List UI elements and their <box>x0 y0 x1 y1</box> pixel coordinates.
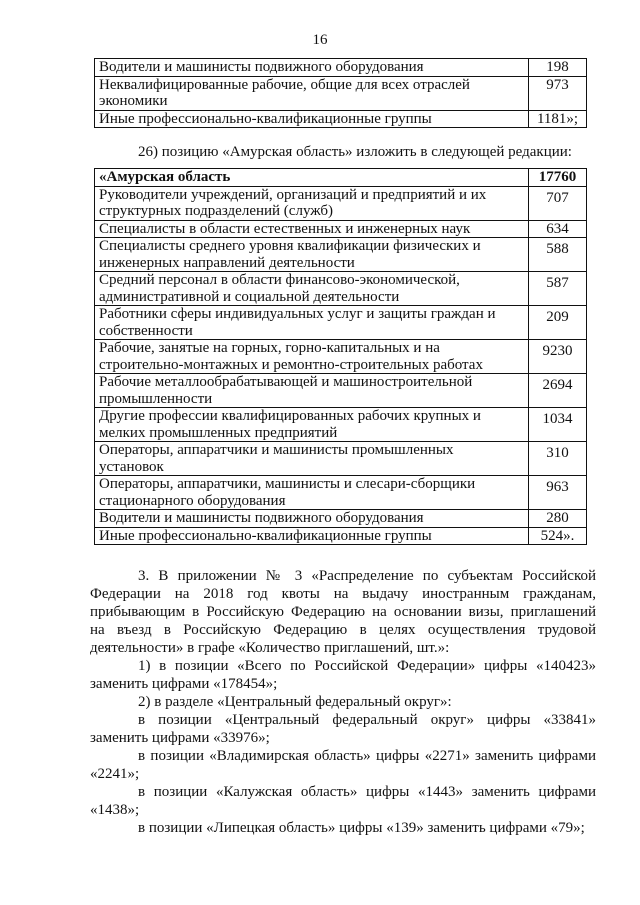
row-name: Водители и машинисты подвижного оборудования <box>95 510 529 528</box>
table-row <box>95 238 587 272</box>
row-value: 9230 <box>529 340 587 374</box>
row-value: 2694 <box>529 374 587 408</box>
table-row <box>95 510 587 528</box>
lipetsk-line: в позиции «Липецкая область» цифры «139» заменить цифрами «79»; <box>138 820 585 836</box>
vladimir-line: «2241»; <box>90 766 140 782</box>
row-value: 588 <box>529 238 587 272</box>
row-name: Неквалифицированные рабочие, общие для всех отраслей экономики <box>95 76 529 110</box>
row-name: Другие профессии квалифицированных рабочих крупных и мелких промышленных предприятий <box>95 408 529 442</box>
row-value: 280 <box>529 510 587 528</box>
row-value: 707 <box>529 186 587 220</box>
row-value: 1181»; <box>529 110 587 128</box>
subitem-2-text: 2) в разделе «Центральный федеральный округ»: <box>138 694 452 710</box>
row-name: Рабочие, занятые на горных, горно-капитальных и на строительно-монтажных и ремонтно-строительных работах <box>95 340 529 374</box>
table-row <box>95 272 587 306</box>
row-name: Иные профессионально-квалификационные группы <box>95 527 529 545</box>
vladimir-line: в позиции «Владимирская область» цифры «2271» заменить цифрами <box>138 748 596 764</box>
row-name: Работники сферы индивидуальных услуг и защиты граждан и собственности <box>95 306 529 340</box>
table-row <box>95 220 587 238</box>
paragraph-3-line: деятельности» в графе «Количество приглашений, шт.»: <box>90 640 450 656</box>
row-value: 1034 <box>529 408 587 442</box>
paragraph-3-line: на въезд в Российскую Федерацию в целях осуществления трудовой <box>90 622 596 638</box>
row-value: 587 <box>529 272 587 306</box>
continued-table <box>94 58 587 128</box>
item-26-text: 26) позицию «Амурская область» изложить в следующей редакции: <box>138 144 572 160</box>
central-district-line: заменить цифрами «33976»; <box>90 730 270 746</box>
row-value: 198 <box>529 59 587 77</box>
row-name: Специалисты среднего уровня квалификации физических и инженерных направлений деятельности <box>95 238 529 272</box>
table-row <box>95 110 587 128</box>
row-value: 973 <box>529 76 587 110</box>
row-name: Средний персонал в области финансово-экономической, административной и социальной деятельности <box>95 272 529 306</box>
page-number: 16 <box>312 32 328 48</box>
table-row <box>95 374 587 408</box>
central-district-line: в позиции «Центральный федеральный округ» цифры «33841» <box>138 712 596 728</box>
row-value: 634 <box>529 220 587 238</box>
table-row <box>95 527 587 545</box>
row-value: 310 <box>529 442 587 476</box>
kaluga-line: в позиции «Калужская область» цифры «1443» заменить цифрами <box>138 784 596 800</box>
paragraph-3-line: Федерации на 2018 год квоты на выдачу иностранным гражданам, <box>90 586 596 602</box>
row-name: Операторы, аппаратчики, машинисты и слесари-сборщики стационарного оборудования <box>95 476 529 510</box>
table-row <box>95 306 587 340</box>
table-row <box>95 186 587 220</box>
row-value: 524». <box>529 527 587 545</box>
row-value: 963 <box>529 476 587 510</box>
table-row <box>95 340 587 374</box>
region-total: 17760 <box>529 169 587 187</box>
paragraph-3-line: 3. В приложении № 3 «Распределение по субъектам Российской <box>138 568 596 584</box>
region-name: «Амурская область <box>95 169 529 187</box>
amur-region-table <box>94 168 587 545</box>
row-name: Рабочие металлообрабатывающей и машиностроительной промышленности <box>95 374 529 408</box>
table-row <box>95 442 587 476</box>
row-name: Иные профессионально-квалификационные группы <box>95 110 529 128</box>
row-name: Специалисты в области естественных и инженерных наук <box>95 220 529 238</box>
subitem-1-line: заменить цифрами «178454»; <box>90 676 278 692</box>
table-row <box>95 408 587 442</box>
row-name: Операторы, аппаратчики и машинисты промышленных установок <box>95 442 529 476</box>
row-name: Водители и машинисты подвижного оборудования <box>95 59 529 77</box>
paragraph-3-line: прибывающим в Российскую Федерацию на основании визы, приглашений <box>90 604 596 620</box>
row-value: 209 <box>529 306 587 340</box>
table-row <box>95 76 587 110</box>
subitem-1-line: 1) в позиции «Всего по Российской Федерации» цифры «140423» <box>138 658 596 674</box>
table-row <box>95 59 587 77</box>
table-row <box>95 476 587 510</box>
kaluga-line: «1438»; <box>90 802 140 818</box>
row-name: Руководители учреждений, организаций и предприятий и их структурных подразделений (служб) <box>95 186 529 220</box>
table-header-row <box>95 169 587 187</box>
